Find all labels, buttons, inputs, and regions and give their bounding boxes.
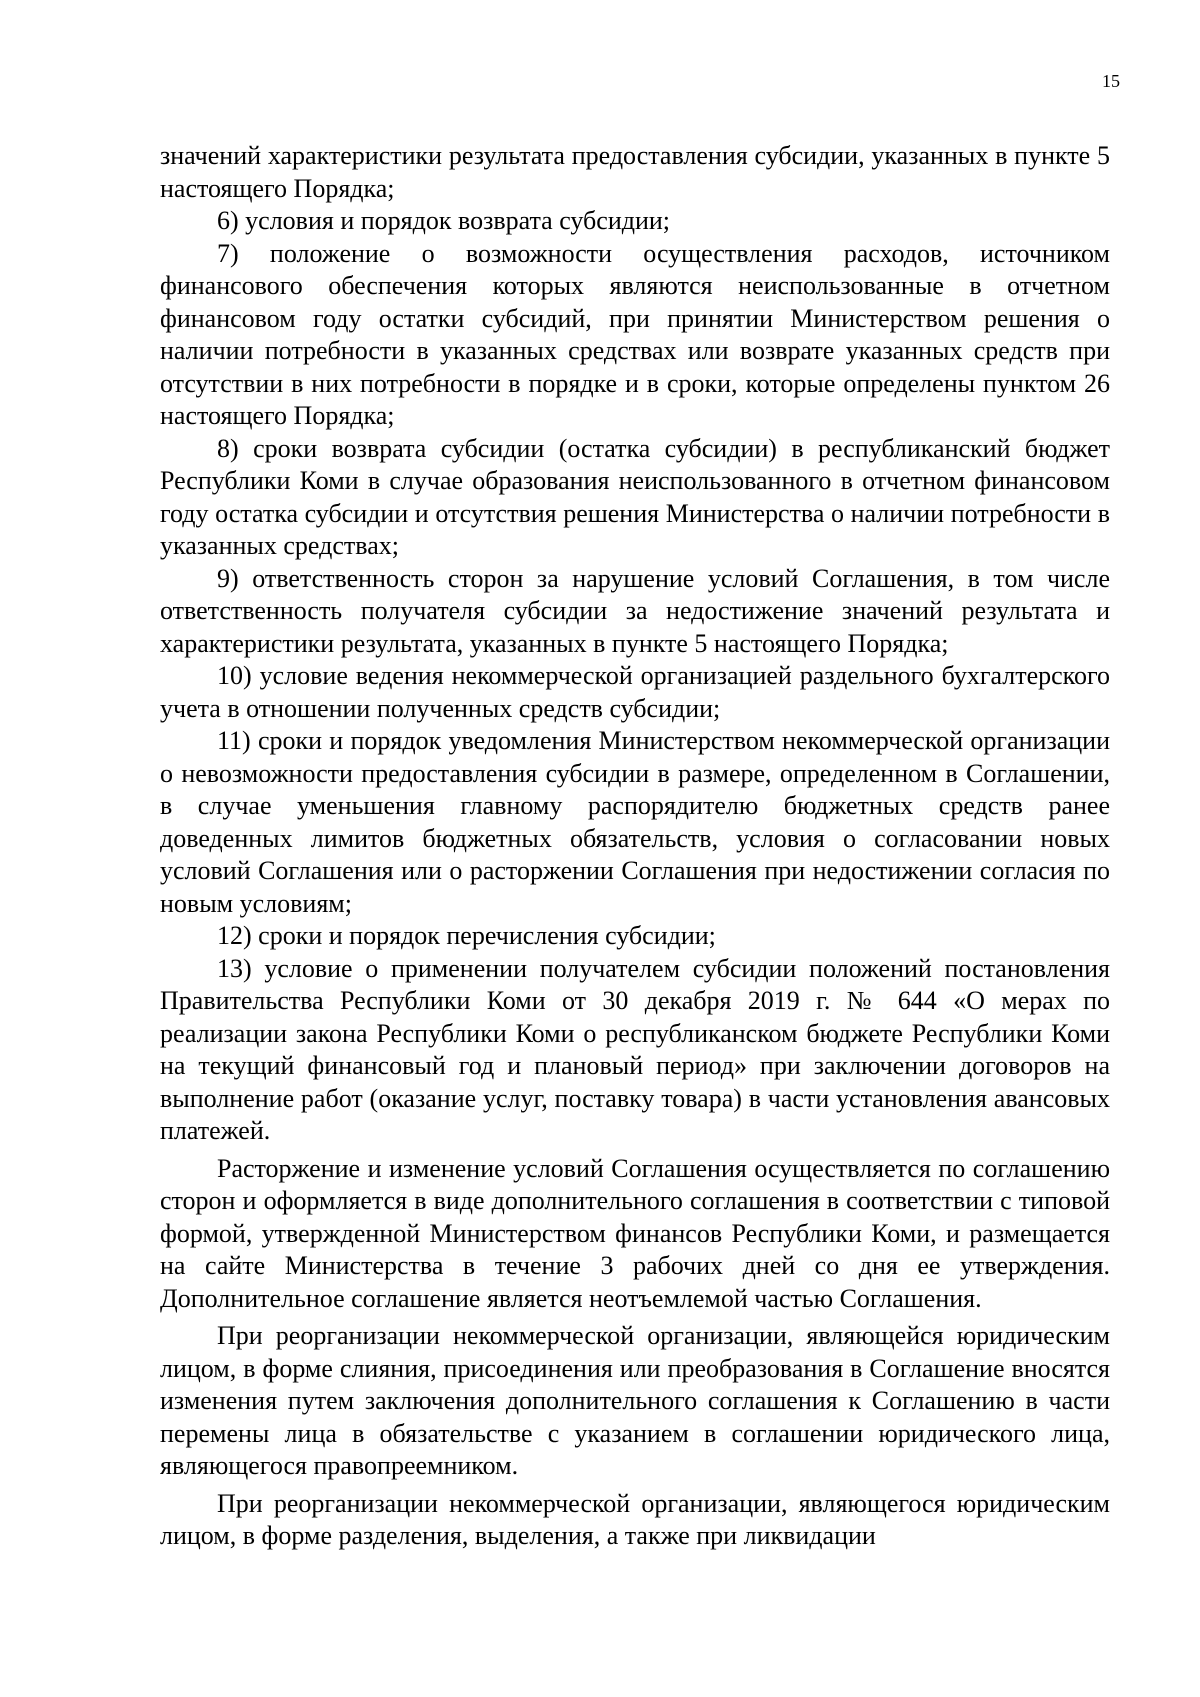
paragraph-reorganization-merger: При реорганизации некоммерческой организации, являющейся юридическим лицом, в форме слияния, присоединения или преобразования в Соглашение вносятся изменения путем заключения дополнительного соглашения к Соглашению в части перемены лица в обязательстве с указанием в соглашении юридического лица, являющегося правопреемником. bbox=[160, 1321, 1110, 1480]
paragraph-reorganization-division: При реорганизации некоммерческой организации, являющегося юридическим лицом, в форме разделения, выделения, а также при ликвидации bbox=[160, 1488, 1110, 1550]
list-item-7: 7) положение о возможности осуществления расходов, источником финансового обеспечения которых являются неиспользованные в отчетном финансовом году остатки субсидий, при принятии Министерством решения о наличии потребности в указанных средствах или возврате указанных средств при отсутствии в них потребности в порядке и в сроки, которые определены пунктом 26 настоящего Порядка; bbox=[160, 238, 1110, 430]
list-item-6: 6) условия и порядок возврата субсидии; bbox=[217, 206, 671, 235]
list-item-10: 10) условие ведения некоммерческой организацией раздельного бухгалтерского учета в отношении полученных средств субсидии; bbox=[160, 661, 1110, 723]
paragraph-continuation: значений характеристики результата предоставления субсидии, указанных в пункте 5 настоящего Порядка; bbox=[160, 141, 1110, 203]
page-number: 15 bbox=[1102, 71, 1120, 91]
list-item-13: 13) условие о применении получателем субсидии положений постановления Правительства Республики Коми от 30 декабря 2019 г. № 644 «О мерах по реализации закона Республики Коми о республиканском бюджете Республики Коми на текущий финансовый год и плановый период» при заключении договоров на выполнение работ (оказание услуг, поставку товара) в части установления авансовых платежей. bbox=[160, 953, 1110, 1145]
list-item-11: 11) сроки и порядок уведомления Министерством некоммерческой организации о невозможности предоставления субсидии в размере, определенном в Соглашении, в случае уменьшения главному распорядителю бюджетных средств ранее доведенных лимитов бюджетных обязательств, условия о согласовании новых условий Соглашения или о расторжении Соглашения при недостижении согласия по новым условиям; bbox=[160, 726, 1110, 918]
list-item-12: 12) сроки и порядок перечисления субсидии; bbox=[217, 921, 716, 950]
list-item-8: 8) сроки возврата субсидии (остатка субсидии) в республиканский бюджет Республики Коми в случае образования неиспользованного в отчетном финансовом году остатка субсидии и отсутствия решения Министерства о наличии потребности в указанных средствах; bbox=[160, 433, 1110, 560]
paragraph-termination: Расторжение и изменение условий Соглашения осуществляется по соглашению сторон и оформляется в виде дополнительного соглашения в соответствии с типовой формой, утвержденной Министерством финансов Республики Коми, и размещается на сайте Министерства в течение 3 рабочих дней со дня ее утверждения. Дополнительное соглашение является неотъемлемой частью Соглашения. bbox=[160, 1153, 1110, 1313]
document-body bbox=[160, 140, 1110, 1553]
list-item-9: 9) ответственность сторон за нарушение условий Соглашения, в том числе ответственность получателя субсидии за недостижение значений результата и характеристики результата, указанных в пункте 5 настоящего Порядка; bbox=[160, 563, 1110, 658]
